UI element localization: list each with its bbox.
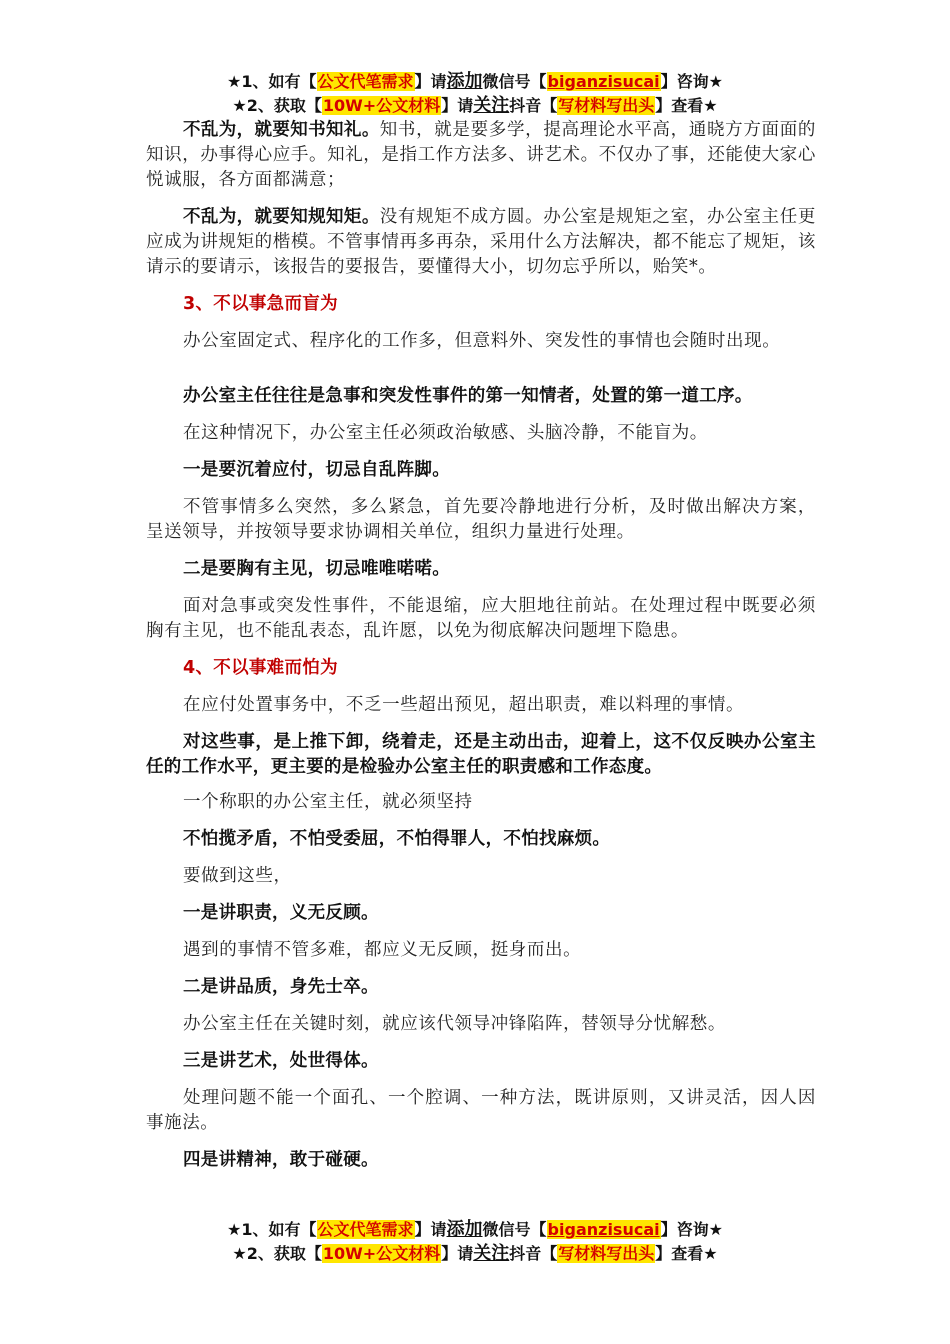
paragraph bbox=[146, 205, 816, 280]
banner-text: ★1、如有【 bbox=[227, 1220, 317, 1239]
banner-text: 】请 bbox=[414, 72, 447, 91]
bold-paragraph: 二是讲品质，身先士卒。 bbox=[183, 977, 379, 997]
paragraph: 办公室固定式、程序化的工作多，但意料外、突发性的事情也会随时出现。 bbox=[183, 331, 781, 351]
banner-text: 】查看★ bbox=[655, 96, 718, 115]
paragraph: 在这种情况下，办公室主任必须政治敏感、头脑冷静，不能盲为。 bbox=[183, 423, 708, 443]
bold-paragraph: 一是要沉着应付，切忌自乱阵脚。 bbox=[183, 460, 450, 480]
highlight-service: 公文代笔需求 bbox=[317, 72, 414, 91]
bold-paragraph: 一是讲职责，义无反顾。 bbox=[183, 903, 379, 923]
bottom-banner bbox=[0, 1218, 950, 1266]
bold-paragraph: 不怕揽矛盾，不怕受委屈，不怕得罪人，不怕找麻烦。 bbox=[183, 829, 611, 849]
paragraph bbox=[146, 118, 816, 193]
paragraph: 要做到这些， bbox=[183, 866, 292, 886]
banner-text: 】请 bbox=[441, 1244, 474, 1263]
highlight-wechat-id: biganzisucai bbox=[547, 1220, 660, 1239]
top-banner bbox=[0, 70, 950, 118]
banner-underlined-text: 添加 bbox=[446, 1219, 483, 1240]
banner-text: ★1、如有【 bbox=[227, 72, 317, 91]
paragraph: 一个称职的办公室主任，就必须坚持 bbox=[183, 792, 473, 812]
banner-text: 】查看★ bbox=[655, 1244, 718, 1263]
bold-paragraph: 对这些事，是上推下卸，绕着走，还是主动出击，迎着上，这不仅反映办公室主任的工作水平，更主要的是检验办公室主任的职责感和工作态度。 bbox=[146, 732, 816, 777]
banner-underlined-text: 关注 bbox=[473, 95, 510, 116]
highlight-service: 公文代笔需求 bbox=[317, 1220, 414, 1239]
banner-text: 】咨询★ bbox=[660, 72, 723, 91]
banner-text: ★2、获取【 bbox=[232, 1244, 322, 1263]
banner-text: 抖音【 bbox=[509, 96, 558, 115]
banner-text: 】请 bbox=[441, 96, 474, 115]
paragraph: 在应付处置事务中，不乏一些超出预见，超出职责，难以料理的事情。 bbox=[183, 695, 745, 715]
highlight-douyin-account: 写材料写出头 bbox=[558, 1244, 655, 1263]
bold-paragraph: 四是讲精神，敢于碰硬。 bbox=[183, 1150, 379, 1170]
paragraph: 不管事情多么突然，多么紧急，首先要冷静地进行分析，及时做出解决方案，呈送领导，并按领导要求协调相关单位，组织力量进行处理。 bbox=[146, 497, 816, 542]
banner-text: 】咨询★ bbox=[660, 1220, 723, 1239]
bold-paragraph: 二是要胸有主见，切忌唯唯喏喏。 bbox=[183, 559, 450, 579]
paragraph-text: 没有规矩不成方圆。办公室是规矩之室，办公室主任更应成为讲规矩的楷模。不管事情再多再杂，采用什么方法解决，都不能忘了规矩，该请示的要请示，该报告的要报告，要懂得大小，切勿忘乎所以，贻笑*。 bbox=[146, 207, 816, 277]
paragraph: 处理问题不能一个面孔、一个腔调、一种方法，既讲原则，又讲灵活，因人因事施法。 bbox=[146, 1088, 816, 1133]
banner-text: 微信号【 bbox=[482, 72, 547, 91]
banner-text: 抖音【 bbox=[509, 1244, 558, 1263]
paragraph-lead: 不乱为，就要知规知矩。 bbox=[183, 207, 380, 227]
highlight-materials: 10W+公文材料 bbox=[322, 96, 441, 115]
document-body bbox=[146, 118, 816, 1173]
paragraph: 面对急事或突发性事件，不能退缩，应大胆地往前站。在处理过程中既要必须胸有主见，也不能乱表态，乱许愿，以免为彻底解决问题埋下隐患。 bbox=[146, 596, 816, 641]
paragraph-text: 知书，就是要多学，提高理论水平高，通晓方方面面的知识，办事得心应手。知礼，是指工作方法多、讲艺术。不仅办了事，还能使大家心悦诚服，各方面都满意； bbox=[146, 120, 816, 190]
paragraph-lead: 不乱为，就要知书知礼。 bbox=[183, 120, 380, 140]
banner-underlined-text: 添加 bbox=[446, 71, 483, 92]
highlight-materials: 10W+公文材料 bbox=[322, 1244, 441, 1263]
paragraph: 遇到的事情不管多难，都应义无反顾，挺身而出。 bbox=[183, 940, 582, 960]
highlight-wechat-id: biganzisucai bbox=[547, 72, 660, 91]
banner-text: ★2、获取【 bbox=[232, 96, 322, 115]
banner-text: 微信号【 bbox=[482, 1220, 547, 1239]
banner-line-1 bbox=[0, 1218, 950, 1242]
banner-line-2 bbox=[0, 94, 950, 118]
section-heading: 4、不以事难而怕为 bbox=[183, 658, 338, 678]
paragraph: 办公室主任在关键时刻，就应该代领导冲锋陷阵，替领导分忧解愁。 bbox=[183, 1014, 726, 1034]
banner-text: 】请 bbox=[414, 1220, 447, 1239]
section-heading: 3、不以事急而盲为 bbox=[183, 294, 338, 314]
banner-line-1 bbox=[0, 70, 950, 94]
bold-paragraph: 三是讲艺术，处世得体。 bbox=[183, 1051, 379, 1071]
banner-line-2 bbox=[0, 1242, 950, 1266]
banner-underlined-text: 关注 bbox=[473, 1243, 510, 1264]
bold-paragraph: 办公室主任往往是急事和突发性事件的第一知情者，处置的第一道工序。 bbox=[183, 386, 753, 406]
highlight-douyin-account: 写材料写出头 bbox=[558, 96, 655, 115]
